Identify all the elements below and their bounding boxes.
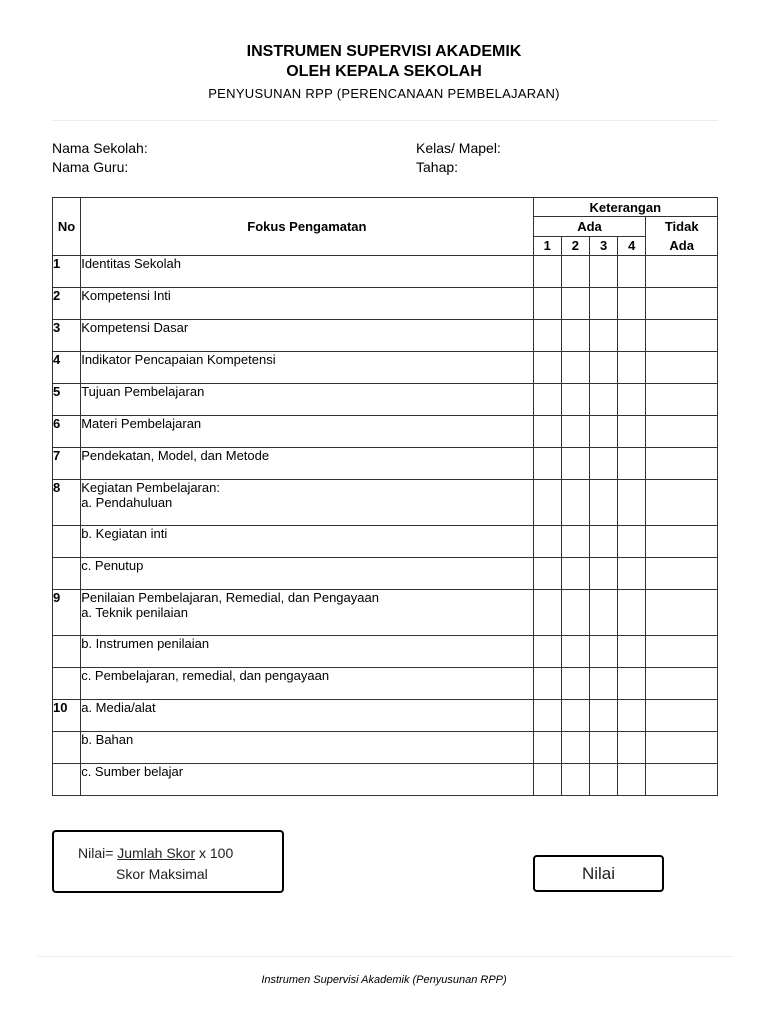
score-cell-2[interactable] (561, 288, 589, 320)
row-focus-line: Identitas Sekolah (81, 256, 181, 271)
score-cell-1[interactable] (533, 668, 561, 700)
row-number (53, 558, 81, 590)
tidak-ada-cell[interactable] (646, 448, 718, 480)
header-score-2: 2 (561, 236, 589, 256)
tidak-ada-cell[interactable] (646, 668, 718, 700)
tidak-ada-cell[interactable] (646, 558, 718, 590)
row-number: 10 (53, 700, 81, 732)
row-number: 5 (53, 384, 81, 416)
row-focus-line: b. Kegiatan inti (81, 526, 168, 541)
row-focus (81, 732, 533, 764)
score-cell-3[interactable] (589, 558, 617, 590)
row-number (53, 668, 81, 700)
row-number (53, 526, 81, 558)
score-cell-2[interactable] (561, 480, 589, 526)
row-focus (81, 352, 533, 384)
score-cell-2[interactable] (561, 320, 589, 352)
row-focus-line: Pendekatan, Model, dan Metode (81, 448, 270, 463)
score-cell-2[interactable] (561, 636, 589, 668)
score-cell-2[interactable] (561, 352, 589, 384)
table-row (53, 668, 718, 700)
row-number: 1 (53, 256, 81, 288)
tidak-ada-cell[interactable] (646, 636, 718, 668)
score-cell-2[interactable] (561, 668, 589, 700)
table-row (53, 590, 718, 636)
score-cell-4[interactable] (618, 288, 646, 320)
score-cell-3[interactable] (589, 636, 617, 668)
score-cell-3[interactable] (589, 416, 617, 448)
score-cell-1[interactable] (533, 288, 561, 320)
table-row (53, 256, 718, 288)
row-focus-line: a. Pendahuluan (81, 495, 173, 510)
row-focus (81, 590, 533, 636)
table-row (53, 558, 718, 590)
row-focus-line: Penilaian Pembelajaran, Remedial, dan Pengayaan (81, 590, 379, 605)
score-cell-3[interactable] (589, 256, 617, 288)
score-cell-3[interactable] (589, 384, 617, 416)
row-focus (81, 256, 533, 288)
score-cell-4[interactable] (618, 700, 646, 732)
row-focus (81, 480, 533, 526)
row-number: 4 (53, 352, 81, 384)
header-ada: Ada (533, 217, 646, 237)
score-cell-3[interactable] (589, 320, 617, 352)
tidak-ada-cell[interactable] (646, 416, 718, 448)
formula-prefix: Nilai= (78, 845, 114, 861)
row-focus (81, 668, 533, 700)
score-cell-1[interactable] (533, 384, 561, 416)
tidak-ada-cell[interactable] (646, 384, 718, 416)
tidak-ada-cell[interactable] (646, 288, 718, 320)
row-focus (81, 764, 533, 796)
header-score-1: 1 (533, 236, 561, 256)
score-cell-4[interactable] (618, 590, 646, 636)
formula-numerator: Jumlah Skor (117, 845, 196, 861)
table-row (53, 700, 718, 732)
row-focus (81, 416, 533, 448)
score-cell-1[interactable] (533, 700, 561, 732)
row-focus-line: b. Instrumen penilaian (81, 636, 210, 651)
score-cell-4[interactable] (618, 764, 646, 796)
score-cell-2[interactable] (561, 416, 589, 448)
row-number: 3 (53, 320, 81, 352)
tidak-ada-cell[interactable] (646, 590, 718, 636)
row-focus-line: b. Bahan (81, 732, 134, 747)
score-cell-4[interactable] (618, 256, 646, 288)
row-focus (81, 700, 533, 732)
table-row (53, 288, 718, 320)
score-cell-4[interactable] (618, 480, 646, 526)
row-focus-line: Materi Pembelajaran (81, 416, 202, 431)
score-cell-1[interactable] (533, 558, 561, 590)
header-tidak-ada-line1: Tidak (664, 219, 699, 234)
row-focus-line: Tujuan Pembelajaran (81, 384, 205, 399)
nilai-box: Nilai (533, 855, 664, 892)
field-nama-sekolah: Nama Sekolah: (52, 140, 148, 156)
tidak-ada-cell[interactable] (646, 700, 718, 732)
tidak-ada-cell[interactable] (646, 480, 718, 526)
row-number: 7 (53, 448, 81, 480)
row-focus-line: a. Teknik penilaian (81, 605, 188, 620)
table-row (53, 526, 718, 558)
score-cell-3[interactable] (589, 288, 617, 320)
score-cell-4[interactable] (618, 636, 646, 668)
score-cell-4[interactable] (618, 668, 646, 700)
score-cell-2[interactable] (561, 700, 589, 732)
row-focus (81, 384, 533, 416)
row-number (53, 732, 81, 764)
row-focus-line: c. Penutup (81, 558, 144, 573)
row-focus-line: Kompetensi Dasar (81, 320, 189, 335)
score-cell-3[interactable] (589, 732, 617, 764)
document-title-line1: INSTRUMEN SUPERVISI AKADEMIK (246, 43, 522, 60)
header-focus: Fokus Pengamatan (81, 198, 533, 256)
score-cell-4[interactable] (618, 448, 646, 480)
row-focus (81, 320, 533, 352)
table-row (53, 732, 718, 764)
score-cell-3[interactable] (589, 668, 617, 700)
score-cell-4[interactable] (618, 526, 646, 558)
score-cell-4[interactable] (618, 558, 646, 590)
row-focus (81, 526, 533, 558)
row-focus-line: c. Sumber belajar (81, 764, 184, 779)
score-cell-4[interactable] (618, 352, 646, 384)
score-cell-1[interactable] (533, 764, 561, 796)
score-cell-3[interactable] (589, 480, 617, 526)
score-cell-4[interactable] (618, 732, 646, 764)
score-cell-1[interactable] (533, 732, 561, 764)
score-cell-1[interactable] (533, 448, 561, 480)
tidak-ada-cell[interactable] (646, 352, 718, 384)
header-keterangan: Keterangan (533, 198, 717, 217)
score-cell-2[interactable] (561, 448, 589, 480)
score-cell-3[interactable] (589, 764, 617, 796)
row-focus (81, 448, 533, 480)
score-cell-4[interactable] (618, 320, 646, 352)
tidak-ada-cell[interactable] (646, 320, 718, 352)
score-cell-1[interactable] (533, 590, 561, 636)
row-focus (81, 558, 533, 590)
tidak-ada-cell[interactable] (646, 526, 718, 558)
score-cell-3[interactable] (589, 526, 617, 558)
score-cell-2[interactable] (561, 526, 589, 558)
score-cell-1[interactable] (533, 526, 561, 558)
document-title-line2: OLEH KEPALA SEKOLAH (286, 63, 482, 80)
table-row (53, 764, 718, 796)
row-focus-line: Kompetensi Inti (81, 288, 171, 303)
row-number (53, 636, 81, 668)
formula-multiplier: x 100 (199, 845, 234, 861)
row-focus-line: Indikator Pencapaian Kompetensi (81, 352, 276, 367)
score-cell-2[interactable] (561, 764, 589, 796)
row-focus-line: Kegiatan Pembelajaran: (81, 480, 220, 495)
page-footer: Instrumen Supervisi Akademik (Penyusunan RPP) (261, 974, 507, 986)
table-row (53, 416, 718, 448)
score-cell-2[interactable] (561, 256, 589, 288)
table-row (53, 384, 718, 416)
header-divider (52, 120, 718, 121)
tidak-ada-cell[interactable] (646, 764, 718, 796)
header-no: No (53, 198, 81, 256)
header-score-3: 3 (589, 236, 617, 256)
tidak-ada-cell[interactable] (646, 256, 718, 288)
score-cell-3[interactable] (589, 352, 617, 384)
row-number: 6 (53, 416, 81, 448)
score-cell-1[interactable] (533, 416, 561, 448)
score-cell-3[interactable] (589, 448, 617, 480)
row-focus (81, 636, 533, 668)
score-cell-1[interactable] (533, 320, 561, 352)
table-row (53, 352, 718, 384)
row-focus-line: a. Media/alat (81, 700, 156, 715)
score-cell-1[interactable] (533, 256, 561, 288)
score-cell-4[interactable] (618, 416, 646, 448)
field-nama-guru: Nama Guru: (52, 159, 129, 175)
table-row (53, 448, 718, 480)
formula-denominator: Skor Maksimal (116, 866, 208, 882)
header-tidak-ada-line2: Ada (669, 238, 694, 253)
score-cell-2[interactable] (561, 732, 589, 764)
score-cell-2[interactable] (561, 590, 589, 636)
tidak-ada-cell[interactable] (646, 732, 718, 764)
field-kelas-mapel: Kelas/ Mapel: (416, 140, 501, 156)
score-formula-box (52, 830, 284, 893)
row-number: 9 (53, 590, 81, 636)
score-cell-4[interactable] (618, 384, 646, 416)
row-focus-line: c. Pembelajaran, remedial, dan pengayaan (81, 668, 330, 683)
row-number: 8 (53, 480, 81, 526)
table-row (53, 636, 718, 668)
score-cell-3[interactable] (589, 700, 617, 732)
table-row (53, 480, 718, 526)
observation-table (52, 197, 718, 796)
row-number (53, 764, 81, 796)
header-score-4: 4 (618, 236, 646, 256)
row-number: 2 (53, 288, 81, 320)
document-subtitle: PENYUSUNAN RPP (PERENCANAAN PEMBELAJARAN) (208, 86, 560, 101)
score-cell-2[interactable] (561, 558, 589, 590)
field-tahap: Tahap: (416, 159, 459, 175)
row-focus (81, 288, 533, 320)
formula-numerator-line (78, 845, 233, 861)
footer-divider (38, 956, 732, 957)
score-cell-1[interactable] (533, 352, 561, 384)
score-cell-2[interactable] (561, 384, 589, 416)
score-cell-1[interactable] (533, 480, 561, 526)
score-cell-1[interactable] (533, 636, 561, 668)
header-tidak-ada (646, 217, 718, 256)
table-row (53, 320, 718, 352)
score-cell-3[interactable] (589, 590, 617, 636)
